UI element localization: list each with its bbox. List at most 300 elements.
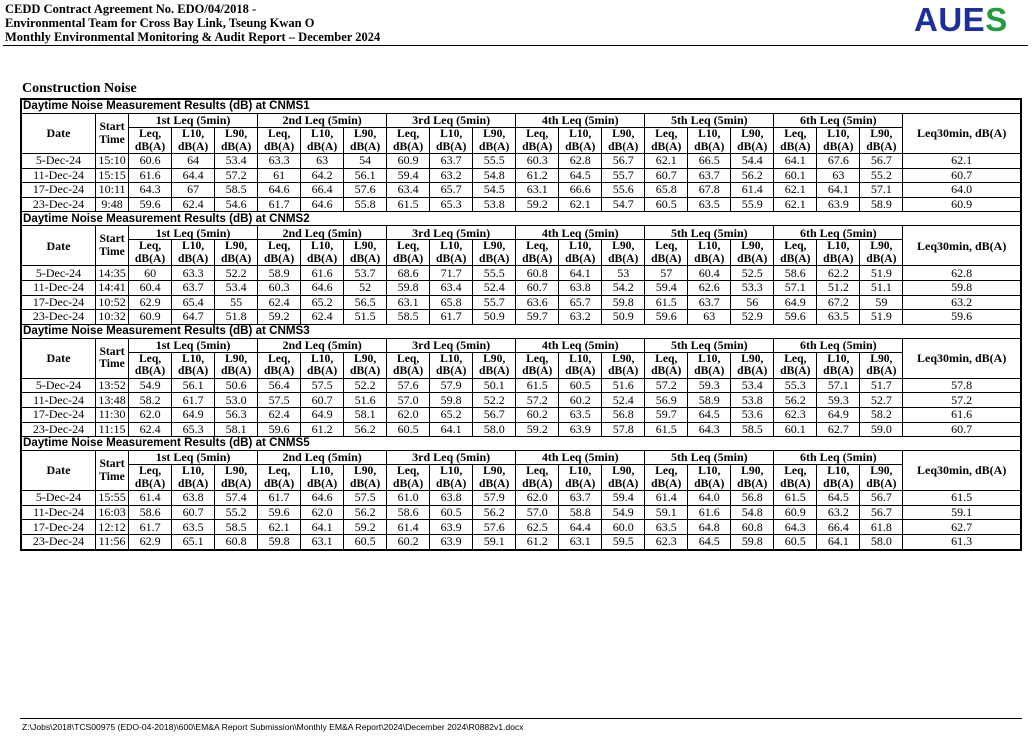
value-cell: 50.1: [473, 378, 516, 393]
value-cell: 59.6: [258, 422, 301, 437]
value-cell: 57.2: [645, 378, 688, 393]
value-cell: 64.6: [301, 280, 344, 295]
sub-column-header: L10, dB(A): [817, 465, 860, 491]
sub-column-header: L10, dB(A): [430, 465, 473, 491]
sub-column-header: Leq, dB(A): [516, 465, 559, 491]
value-cell: 51.8: [215, 310, 258, 325]
sub-column-header: Leq, dB(A): [645, 240, 688, 266]
value-cell: 54.9: [602, 505, 645, 520]
start-time-header: Start Time: [96, 226, 129, 266]
value-cell: 61.2: [516, 534, 559, 549]
leq30min-header: Leq30min, dB(A): [903, 226, 1021, 266]
table-row: [22, 280, 1021, 295]
value-cell: 63.9: [430, 520, 473, 535]
value-cell: 63.9: [430, 534, 473, 549]
value-cell: 65.7: [430, 183, 473, 198]
aues-logo: [914, 2, 1008, 38]
value-cell: 60.9: [774, 505, 817, 520]
value-cell: 56.8: [602, 407, 645, 422]
table-row: [22, 491, 1021, 506]
value-cell: 59.2: [516, 422, 559, 437]
value-cell: 57.2: [215, 168, 258, 183]
value-cell: 58.9: [860, 197, 903, 212]
value-cell: 61.5: [645, 422, 688, 437]
value-cell: 64.4: [172, 168, 215, 183]
leq-group-header: 1st Leq (5min): [129, 226, 258, 240]
value-cell: 64.1: [430, 422, 473, 437]
start-time-header: Start Time: [96, 451, 129, 491]
value-cell: 62.7: [817, 422, 860, 437]
value-cell: 59.2: [516, 197, 559, 212]
value-cell: 66.5: [688, 154, 731, 169]
value-cell: 58.8: [559, 505, 602, 520]
value-cell: 63.8: [430, 491, 473, 506]
group-header-row: [22, 338, 1021, 352]
value-cell: 60.5: [430, 505, 473, 520]
value-cell: 55.7: [473, 295, 516, 310]
value-cell: 53.4: [215, 154, 258, 169]
value-cell: 61.5: [387, 197, 430, 212]
table-title: Daytime Noise Measurement Results (dB) at CNMS3: [22, 324, 1021, 338]
value-cell: 63.1: [301, 534, 344, 549]
sub-column-header: Leq, dB(A): [258, 465, 301, 491]
value-cell: 58.5: [215, 520, 258, 535]
sub-column-header: L10, dB(A): [559, 128, 602, 154]
start-time-cell: 15:10: [96, 154, 129, 169]
sub-column-header: Leq, dB(A): [645, 128, 688, 154]
value-cell: 56.5: [344, 295, 387, 310]
value-cell: 53.0: [215, 393, 258, 408]
value-cell: 52.4: [602, 393, 645, 408]
value-cell: 59.6: [645, 310, 688, 325]
value-cell: 60.5: [645, 197, 688, 212]
start-time-cell: 11:30: [96, 407, 129, 422]
leq30min-cell: 60.7: [903, 422, 1021, 437]
sub-column-header: L10, dB(A): [817, 240, 860, 266]
value-cell: 64.3: [688, 422, 731, 437]
value-cell: 61.2: [516, 168, 559, 183]
value-cell: 51.5: [344, 310, 387, 325]
value-cell: 59.4: [602, 491, 645, 506]
sub-column-header: L10, dB(A): [172, 465, 215, 491]
leq30min-cell: 59.1: [903, 505, 1021, 520]
value-cell: 61.5: [774, 491, 817, 506]
noise-measurement-table: [21, 99, 1021, 550]
leq30min-cell: 57.8: [903, 378, 1021, 393]
value-cell: 64.3: [129, 183, 172, 198]
sub-column-header: L10, dB(A): [817, 128, 860, 154]
value-cell: 65.4: [172, 295, 215, 310]
value-cell: 65.8: [645, 183, 688, 198]
value-cell: 55.3: [774, 378, 817, 393]
value-cell: 62.3: [645, 534, 688, 549]
value-cell: 55.9: [731, 197, 774, 212]
leq-group-header: 1st Leq (5min): [129, 338, 258, 352]
value-cell: 57.1: [774, 280, 817, 295]
value-cell: 63.6: [516, 295, 559, 310]
leq-group-header: 3rd Leq (5min): [387, 451, 516, 465]
date-cell: 17-Dec-24: [22, 407, 96, 422]
value-cell: 57.5: [344, 491, 387, 506]
value-cell: 54.4: [731, 154, 774, 169]
value-cell: 57: [645, 266, 688, 281]
date-cell: 17-Dec-24: [22, 295, 96, 310]
sub-column-header: L90, dB(A): [473, 465, 516, 491]
value-cell: 52.9: [731, 310, 774, 325]
value-cell: 63.7: [688, 168, 731, 183]
value-cell: 53: [602, 266, 645, 281]
value-cell: 63: [817, 168, 860, 183]
sub-column-header: Leq, dB(A): [129, 128, 172, 154]
section-title: Construction Noise: [22, 81, 137, 96]
value-cell: 66.4: [301, 183, 344, 198]
sub-column-header: L10, dB(A): [301, 465, 344, 491]
date-header: Date: [22, 226, 96, 266]
value-cell: 64.9: [817, 407, 860, 422]
value-cell: 59.3: [688, 378, 731, 393]
date-cell: 11-Dec-24: [22, 505, 96, 520]
value-cell: 57.5: [301, 378, 344, 393]
value-cell: 62.8: [559, 154, 602, 169]
group-header-row: [22, 114, 1021, 128]
leq30min-header: Leq30min, dB(A): [903, 114, 1021, 154]
value-cell: 54: [344, 154, 387, 169]
value-cell: 64.9: [774, 295, 817, 310]
sub-column-header: L90, dB(A): [860, 465, 903, 491]
value-cell: 67.8: [688, 183, 731, 198]
value-cell: 64.9: [301, 407, 344, 422]
group-header-row: [22, 226, 1021, 240]
value-cell: 67: [172, 183, 215, 198]
sub-column-header: L90, dB(A): [344, 128, 387, 154]
date-cell: 17-Dec-24: [22, 520, 96, 535]
value-cell: 60.7: [645, 168, 688, 183]
value-cell: 62.3: [774, 407, 817, 422]
value-cell: 59.0: [860, 422, 903, 437]
value-cell: 63.3: [258, 154, 301, 169]
leq-group-header: 5th Leq (5min): [645, 338, 774, 352]
sub-column-header: L90, dB(A): [473, 240, 516, 266]
value-cell: 56.9: [645, 393, 688, 408]
value-cell: 56.1: [344, 168, 387, 183]
value-cell: 60.4: [129, 280, 172, 295]
value-cell: 64.1: [559, 266, 602, 281]
value-cell: 62.1: [774, 183, 817, 198]
value-cell: 52.2: [344, 378, 387, 393]
value-cell: 60.3: [516, 154, 559, 169]
sub-column-header: L90, dB(A): [602, 465, 645, 491]
sub-column-header: L10, dB(A): [430, 352, 473, 378]
value-cell: 59.2: [258, 310, 301, 325]
leq30min-cell: 61.3: [903, 534, 1021, 549]
sub-column-header: L90, dB(A): [215, 240, 258, 266]
value-cell: 67.6: [817, 154, 860, 169]
value-cell: 64.9: [172, 407, 215, 422]
date-header: Date: [22, 114, 96, 154]
date-cell: 23-Dec-24: [22, 534, 96, 549]
sub-column-header: Leq, dB(A): [387, 352, 430, 378]
value-cell: 56.7: [860, 491, 903, 506]
date-cell: 23-Dec-24: [22, 422, 96, 437]
value-cell: 53.3: [731, 280, 774, 295]
value-cell: 54.6: [215, 197, 258, 212]
value-cell: 62.9: [129, 295, 172, 310]
date-cell: 17-Dec-24: [22, 183, 96, 198]
value-cell: 59.8: [602, 295, 645, 310]
value-cell: 66.6: [559, 183, 602, 198]
value-cell: 56.2: [473, 505, 516, 520]
value-cell: 61.4: [129, 491, 172, 506]
leq30min-cell: 59.8: [903, 280, 1021, 295]
sub-column-header: L90, dB(A): [860, 240, 903, 266]
table-row: [22, 266, 1021, 281]
sub-column-header: L90, dB(A): [473, 352, 516, 378]
file-path-footer: Z:\Jobs\2018\TCS00975 (EDO-04-2018)\600\EM&A Report Submission\Monthly EM&A Report\2024\December 2024\R0882v1.docx: [22, 722, 524, 732]
value-cell: 51.2: [817, 280, 860, 295]
value-cell: 53.4: [731, 378, 774, 393]
value-cell: 62.4: [258, 407, 301, 422]
start-time-cell: 13:52: [96, 378, 129, 393]
value-cell: 58.2: [129, 393, 172, 408]
value-cell: 60.8: [731, 520, 774, 535]
value-cell: 54.5: [473, 183, 516, 198]
sub-column-header: L90, dB(A): [731, 240, 774, 266]
sub-column-header: Leq, dB(A): [129, 465, 172, 491]
value-cell: 56.7: [860, 154, 903, 169]
value-cell: 52.2: [215, 266, 258, 281]
value-cell: 59.8: [430, 393, 473, 408]
value-cell: 61.7: [430, 310, 473, 325]
sub-column-header: L90, dB(A): [731, 465, 774, 491]
sub-column-header: Leq, dB(A): [516, 240, 559, 266]
value-cell: 62.4: [258, 295, 301, 310]
value-cell: 55.5: [473, 154, 516, 169]
value-cell: 53.8: [731, 393, 774, 408]
value-cell: 65.2: [301, 295, 344, 310]
value-cell: 52.7: [860, 393, 903, 408]
footer-divider: [20, 718, 1022, 719]
sub-column-header: L10, dB(A): [430, 128, 473, 154]
value-cell: 61.8: [860, 520, 903, 535]
value-cell: 60.7: [172, 505, 215, 520]
value-cell: 62.0: [387, 407, 430, 422]
sub-column-header: L10, dB(A): [301, 352, 344, 378]
leq-group-header: 2nd Leq (5min): [258, 226, 387, 240]
sub-column-header: L10, dB(A): [430, 240, 473, 266]
start-time-cell: 11:15: [96, 422, 129, 437]
sub-column-header: L10, dB(A): [559, 352, 602, 378]
sub-column-header: Leq, dB(A): [645, 352, 688, 378]
noise-tables: [20, 98, 1022, 551]
leq30min-cell: 63.2: [903, 295, 1021, 310]
start-time-cell: 9:48: [96, 197, 129, 212]
value-cell: 60.2: [387, 534, 430, 549]
leq30min-cell: 62.7: [903, 520, 1021, 535]
value-cell: 50.6: [215, 378, 258, 393]
value-cell: 56.2: [344, 422, 387, 437]
sub-column-header: Leq, dB(A): [258, 128, 301, 154]
value-cell: 63.9: [559, 422, 602, 437]
value-cell: 64.4: [559, 520, 602, 535]
leq30min-cell: 64.0: [903, 183, 1021, 198]
value-cell: 60.7: [301, 393, 344, 408]
leq-group-header: 5th Leq (5min): [645, 451, 774, 465]
date-header: Date: [22, 338, 96, 378]
value-cell: 59.7: [516, 310, 559, 325]
logo-text-a: AUE: [914, 1, 986, 38]
leq-group-header: 2nd Leq (5min): [258, 114, 387, 128]
group-header-row: [22, 451, 1021, 465]
value-cell: 50.9: [473, 310, 516, 325]
value-cell: 60.1: [774, 422, 817, 437]
start-time-cell: 14:41: [96, 280, 129, 295]
value-cell: 60.5: [344, 534, 387, 549]
value-cell: 59.6: [774, 310, 817, 325]
value-cell: 62.4: [172, 197, 215, 212]
value-cell: 59.5: [602, 534, 645, 549]
value-cell: 57.2: [516, 393, 559, 408]
date-cell: 23-Dec-24: [22, 197, 96, 212]
sub-column-header: L10, dB(A): [172, 240, 215, 266]
value-cell: 64.5: [817, 491, 860, 506]
value-cell: 56.7: [860, 505, 903, 520]
value-cell: 60.2: [516, 407, 559, 422]
sub-column-header: L90, dB(A): [344, 240, 387, 266]
value-cell: 50.9: [602, 310, 645, 325]
value-cell: 56.2: [731, 168, 774, 183]
start-time-cell: 14:35: [96, 266, 129, 281]
value-cell: 52.2: [473, 393, 516, 408]
value-cell: 55: [215, 295, 258, 310]
value-cell: 65.3: [430, 197, 473, 212]
value-cell: 56.1: [172, 378, 215, 393]
sub-column-header: L10, dB(A): [688, 352, 731, 378]
value-cell: 61.7: [258, 197, 301, 212]
value-cell: 61.2: [301, 422, 344, 437]
value-cell: 62.0: [516, 491, 559, 506]
value-cell: 58.1: [344, 407, 387, 422]
table-row: [22, 407, 1021, 422]
value-cell: 63.8: [172, 491, 215, 506]
leq-group-header: 4th Leq (5min): [516, 451, 645, 465]
value-cell: 68.6: [387, 266, 430, 281]
leq-group-header: 6th Leq (5min): [774, 226, 903, 240]
value-cell: 53.8: [473, 197, 516, 212]
value-cell: 58.0: [860, 534, 903, 549]
value-cell: 59.6: [258, 505, 301, 520]
sub-column-header: Leq, dB(A): [774, 240, 817, 266]
header-line-2: Environmental Team for Cross Bay Link, Tseung Kwan O: [5, 16, 315, 30]
date-cell: 11-Dec-24: [22, 168, 96, 183]
sub-column-header: L90, dB(A): [602, 240, 645, 266]
value-cell: 55.2: [860, 168, 903, 183]
value-cell: 58.9: [688, 393, 731, 408]
value-cell: 64.5: [688, 407, 731, 422]
value-cell: 59.4: [645, 280, 688, 295]
value-cell: 63.2: [817, 505, 860, 520]
value-cell: 55.7: [602, 168, 645, 183]
value-cell: 56.7: [602, 154, 645, 169]
value-cell: 64.7: [172, 310, 215, 325]
leq-group-header: 4th Leq (5min): [516, 338, 645, 352]
table-row: [22, 154, 1021, 169]
leq-group-header: 5th Leq (5min): [645, 114, 774, 128]
value-cell: 60.8: [215, 534, 258, 549]
value-cell: 62.4: [301, 310, 344, 325]
start-time-cell: 12:12: [96, 520, 129, 535]
value-cell: 63.7: [688, 295, 731, 310]
value-cell: 54.2: [602, 280, 645, 295]
sub-column-header: Leq, dB(A): [645, 465, 688, 491]
value-cell: 64: [172, 154, 215, 169]
value-cell: 57.9: [473, 491, 516, 506]
start-time-cell: 10:32: [96, 310, 129, 325]
value-cell: 64.1: [817, 183, 860, 198]
value-cell: 56: [731, 295, 774, 310]
table-row: [22, 183, 1021, 198]
table-caption-row: [22, 324, 1021, 338]
value-cell: 57.0: [387, 393, 430, 408]
value-cell: 62.1: [645, 154, 688, 169]
value-cell: 63.9: [817, 197, 860, 212]
sub-column-header: L90, dB(A): [215, 352, 258, 378]
value-cell: 64.2: [301, 168, 344, 183]
table-row: [22, 295, 1021, 310]
value-cell: 57.6: [344, 183, 387, 198]
value-cell: 61.4: [645, 491, 688, 506]
sub-column-header: L90, dB(A): [602, 352, 645, 378]
table-row: [22, 534, 1021, 549]
value-cell: 55.2: [215, 505, 258, 520]
sub-column-header: L90, dB(A): [473, 128, 516, 154]
value-cell: 62.1: [774, 197, 817, 212]
leq-group-header: 3rd Leq (5min): [387, 114, 516, 128]
value-cell: 64.5: [559, 168, 602, 183]
value-cell: 61.7: [258, 491, 301, 506]
leq30min-cell: 62.8: [903, 266, 1021, 281]
table-title: Daytime Noise Measurement Results (dB) at CNMS2: [22, 212, 1021, 226]
value-cell: 60.0: [602, 520, 645, 535]
value-cell: 57.4: [215, 491, 258, 506]
value-cell: 52.5: [731, 266, 774, 281]
value-cell: 56.8: [731, 491, 774, 506]
value-cell: 63: [688, 310, 731, 325]
sub-column-header: L90, dB(A): [215, 128, 258, 154]
sub-column-header: Leq, dB(A): [258, 352, 301, 378]
value-cell: 58.6: [774, 266, 817, 281]
sub-column-header: L90, dB(A): [860, 128, 903, 154]
value-cell: 57.0: [516, 505, 559, 520]
value-cell: 62.6: [688, 280, 731, 295]
value-cell: 54.7: [602, 197, 645, 212]
value-cell: 62.5: [516, 520, 559, 535]
sub-column-header: Leq, dB(A): [774, 465, 817, 491]
value-cell: 54.8: [473, 168, 516, 183]
value-cell: 57.9: [430, 378, 473, 393]
document-header: [5, 2, 380, 44]
sub-column-header: L10, dB(A): [559, 240, 602, 266]
value-cell: 64.8: [688, 520, 731, 535]
value-cell: 63.5: [172, 520, 215, 535]
value-cell: 59: [860, 295, 903, 310]
value-cell: 63.1: [387, 295, 430, 310]
leq30min-header: Leq30min, dB(A): [903, 451, 1021, 491]
sub-column-header: L10, dB(A): [688, 240, 731, 266]
value-cell: 59.7: [645, 407, 688, 422]
sub-column-header: L10, dB(A): [688, 465, 731, 491]
date-cell: 5-Dec-24: [22, 154, 96, 169]
header-line-3: Monthly Environmental Monitoring & Audit Report – December 2024: [5, 30, 381, 44]
